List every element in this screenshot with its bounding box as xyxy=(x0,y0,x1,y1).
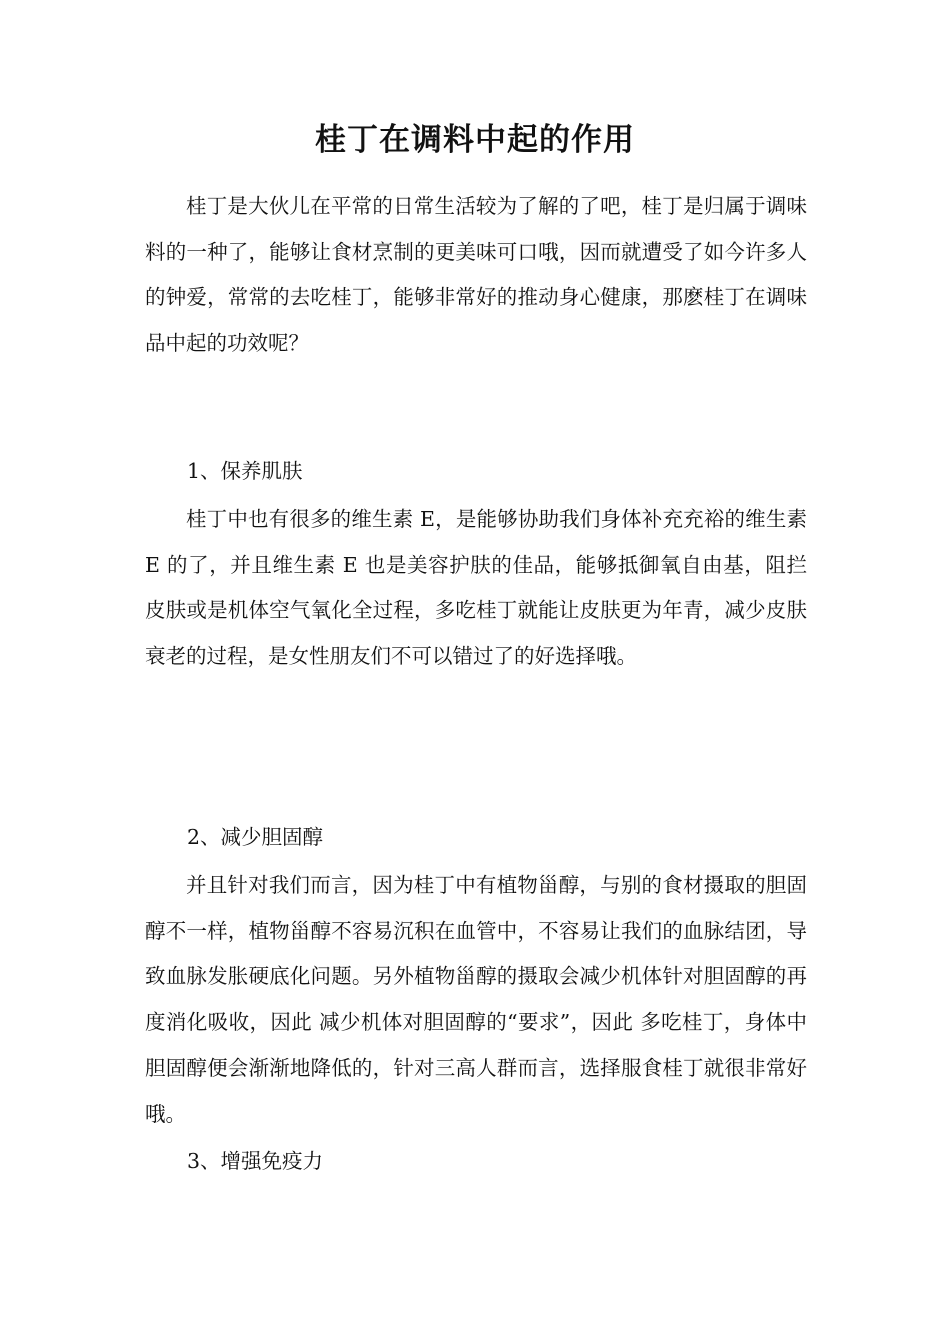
section-body-2: 并且针对我们而言，因为桂丁中有植物甾醇，与别的食材摄取的胆固醇不一样，植物甾醇不容易沉积在血管中，不容易让我们的血脉结团，导致血脉发胀硬底化问题。另外植物甾醇的摄取会减少机体针对胆固醇的再度消化吸收，因此 减少机体对胆固醇的“要求”，因此 多吃桂丁，身体中胆固醇便会渐渐地降低的，针对三高人群而言，选择服食桂丁就很非常好哦。 xyxy=(145,873,807,1126)
section-heading-2: 2、减少胆固醇 xyxy=(187,825,324,849)
document-title: 桂丁在调料中起的作用 xyxy=(315,122,635,158)
section-heading-1: 1、保养肌肤 xyxy=(187,459,303,483)
intro-paragraph: 桂丁是大伙儿在平常的日常生活较为了解的了吧，桂丁是归属于调味料的一种了，能够让食材烹制的更美味可口哦，因而就遭受了如今许多人的钟爱，常常的去吃桂丁，能够非常好的推动身心健康，那麽桂丁在调味品中起的功效呢？ xyxy=(145,194,807,356)
section-body-1: 桂丁中也有很多的维生素 E，是能够协助我们身体补充充裕的维生素 E 的了，并且维生素 E 也是美容护肤的佳品，能够抵御氧自由基，阻拦皮肤或是机体空气氧化全过程，多吃桂丁就能让皮肤更为年青，减少皮肤衰老的过程，是女性朋友们不可以错过了的好选择哦。 xyxy=(145,507,807,669)
section-heading-3: 3、增强免疫力 xyxy=(187,1149,324,1173)
